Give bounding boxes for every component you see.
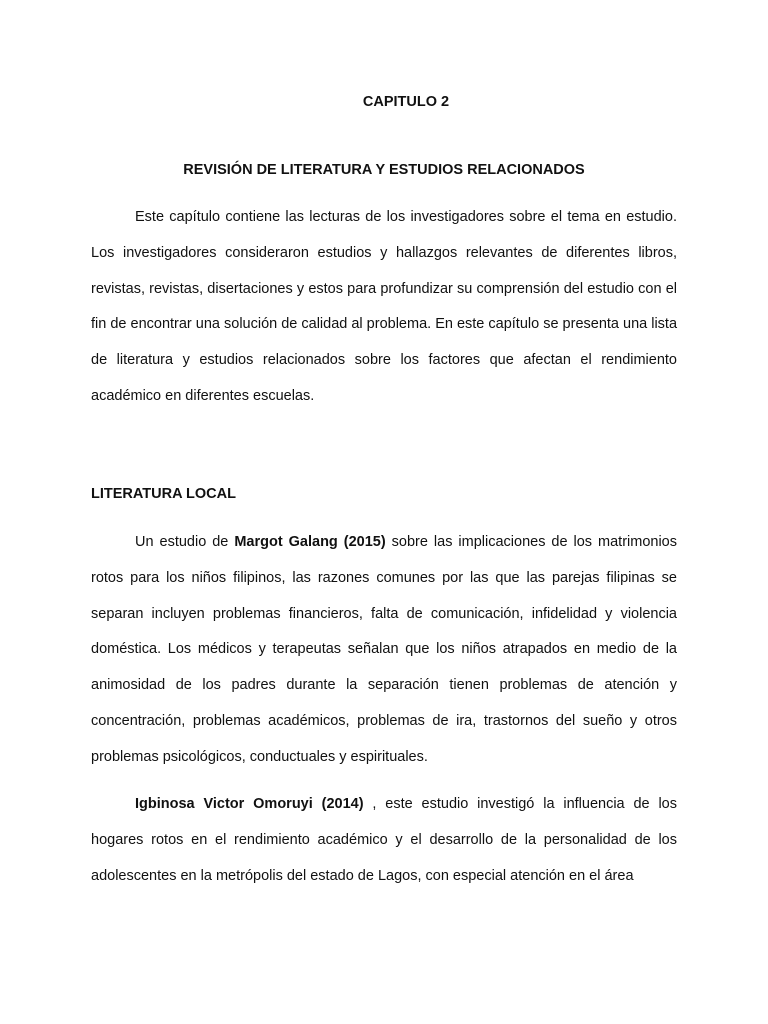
chapter-title: CAPITULO 2 [362, 94, 450, 110]
paragraph-omoruyi [91, 787, 677, 895]
paragraph-lead: Un estudio de [135, 534, 235, 550]
author-citation: Margot Galang (2015) [234, 534, 386, 550]
author-citation: Igbinosa Victor Omoruyi (2014) [135, 796, 364, 812]
paragraph-body: sobre las implicaciones de los matrimonios rotos para los niños filipinos, las razones comunes por las que las parejas filipinas se separan incluyen problemas financieros, falta de comunicación, infidelidad y violencia doméstica. Los médicos y terapeutas señalan que los niños atrapados en medio de la animosidad de los padres durante la separación tienen problemas de atención y concentración, problemas académicos, problemas de ira, trastornos del sueño y otros problemas psicológicos, conductuales y espirituales. [91, 534, 677, 765]
paragraph-body: , este estudio investigó la influencia de los hogares rotos en el rendimiento académico y el desarrollo de la personalidad de los adolescentes en la metrópolis del estado de Lagos, con especial atención en el área [91, 796, 677, 884]
intro-paragraph: Este capítulo contiene las lecturas de los investigadores sobre el tema en estudio. Los investigadores consideraron estudios y hallazgos relevantes de diferentes libros, revistas, revistas, disertaciones y estos para profundizar su comprensión del estudio con el fin de encontrar una solución de calidad al problema. En este capítulo se presenta una lista de literatura y estudios relacionados sobre los factores que afectan el rendimiento académico en diferentes escuelas. [91, 209, 678, 404]
section-title: REVISIÓN DE LITERATURA Y ESTUDIOS RELACIONADOS [183, 162, 585, 178]
paragraph-galang [91, 525, 677, 776]
subheading-literatura-local: LITERATURA LOCAL [91, 486, 236, 502]
